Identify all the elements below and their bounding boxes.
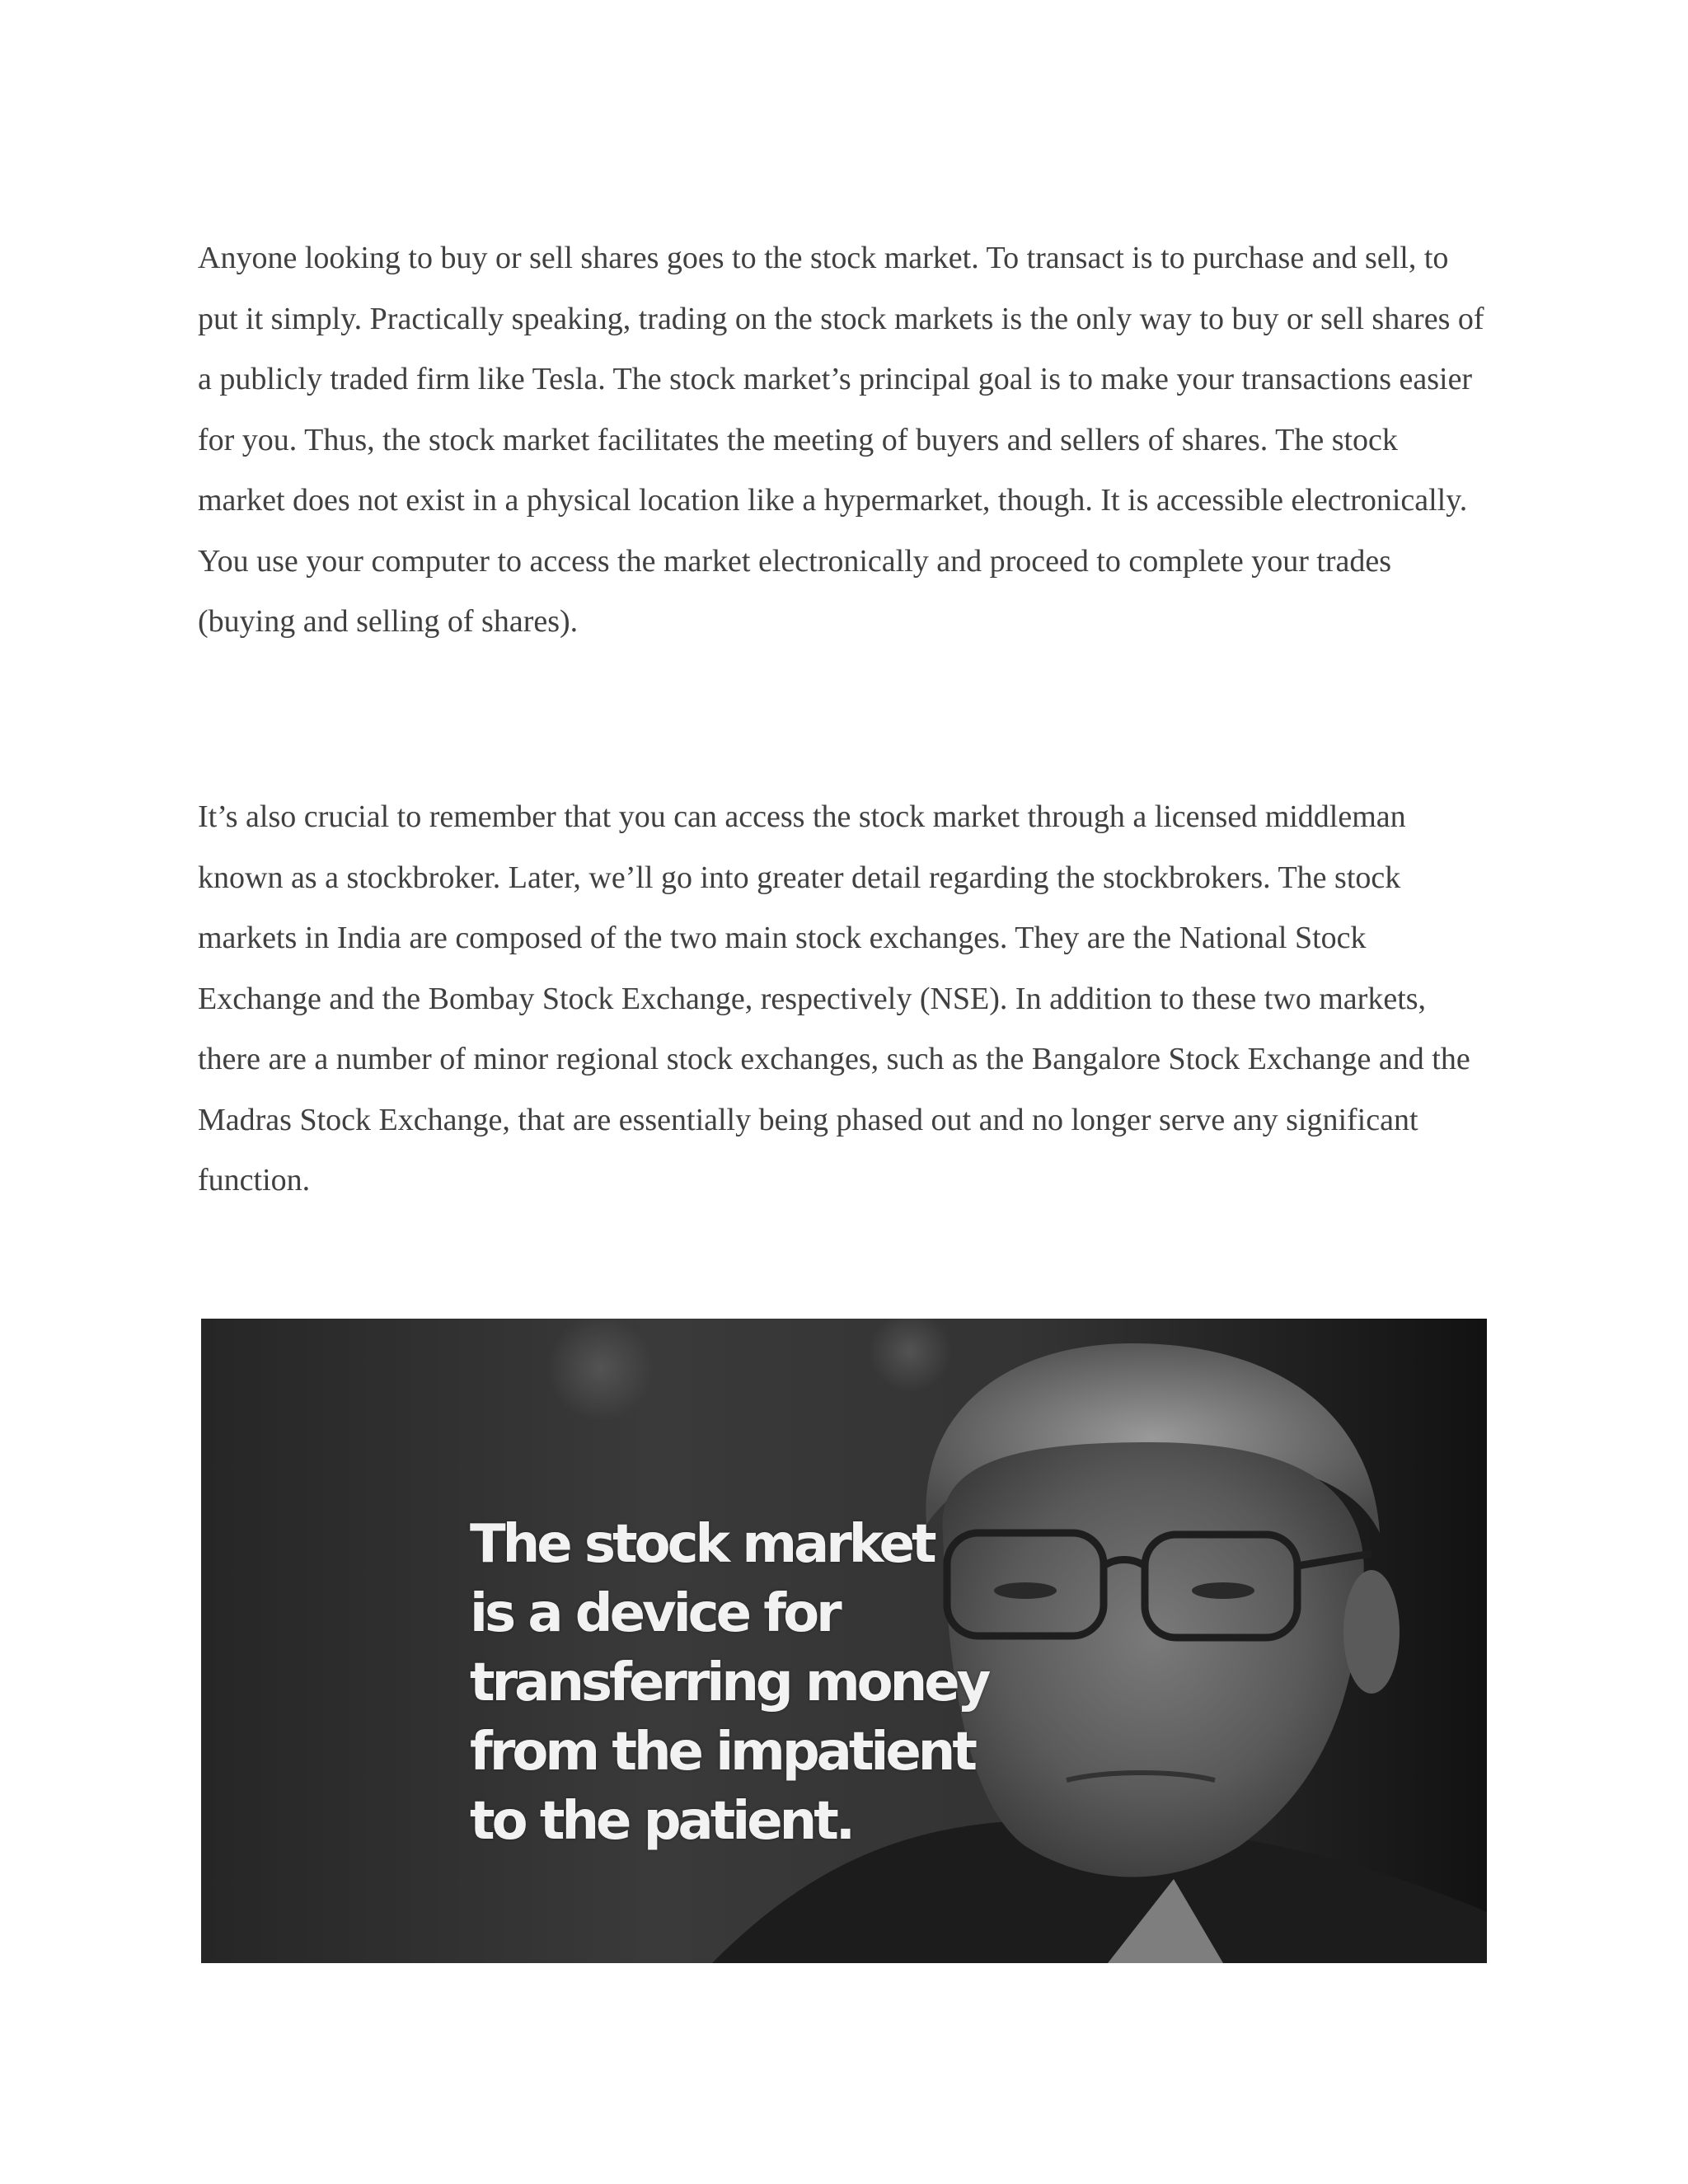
quote-image — [201, 1319, 1487, 1963]
quote-line-2: is a device for — [470, 1583, 839, 1644]
body-paragraph-1: Anyone looking to buy or sell shares goes to the stock market. To transact is to purchase and sell, to put it simply. Practically speaking, trading on the stock markets is the only way to buy or sell shares of a publicly traded firm like Tesla. The stock market’s principal goal is to make your transactions easier for you. Thus, the stock market facilitates the meeting of buyers and sellers of shares. The stock market does not exist in a physical location like a hypermarket, though. It is accessible electronically. You use your computer to access the market electronically and proceed to complete your trades (buying and selling of shares). — [198, 241, 1484, 639]
quote-line-4: from the impatient — [470, 1722, 974, 1783]
quote-line-5: to the patient. — [470, 1791, 853, 1852]
quote-line-3: transferring money — [470, 1652, 988, 1713]
quote-text — [470, 1510, 987, 1856]
body-paragraph-2: It’s also crucial to remember that you can access the stock market through a licensed middleman known as a stockbroker. Later, we’ll go into greater detail regarding the stockbrokers. The stock markets in India are composed of the two main stock exchanges. They are the National Stock Exchange and the Bombay Stock Exchange, respectively (NSE). In addition to these two markets, there are a number of minor regional stock exchanges, such as the Bangalore Stock Exchange and the Madras Stock Exchange, that are essentially being phased out and no longer serve any significant function. — [198, 799, 1470, 1197]
quote-line-1: The stock market — [470, 1514, 934, 1575]
